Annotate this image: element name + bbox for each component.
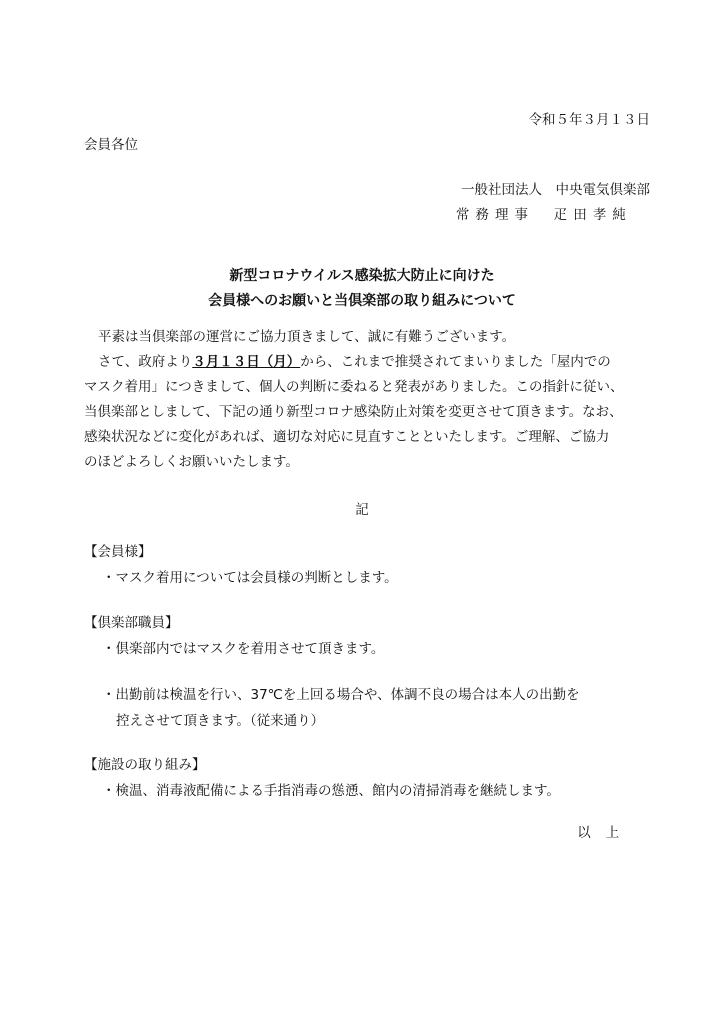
section-heading-facility: 【施設の取り組み】 bbox=[84, 757, 206, 773]
sender-officer: 常務理事 疋田孝純 bbox=[455, 207, 632, 223]
title-line-2: 会員様へのお願いと当倶楽部の取り組みについて bbox=[208, 293, 516, 309]
body-line-2: さて、政府より３月１３日（月）から、これまで推奨されてまいりました「屋内での bbox=[98, 354, 611, 370]
body-line-1: 平素は当倶楽部の運営にご協力頂きまして、誠に有難うございます。 bbox=[98, 329, 516, 345]
list-item: ・出勤前は検温を行い、37℃を上回る場合や、体調不良の場合は本人の出勤を bbox=[102, 687, 580, 703]
list-item-continuation: 控えさせて頂きます。（従来通り） bbox=[116, 713, 325, 729]
list-item: ・検温、消毒液配備による手指消毒の慫慂、館内の清掃消毒を継続します。 bbox=[102, 783, 560, 799]
emphasized-date: ３月１３日（月） bbox=[192, 354, 301, 370]
section-heading-staff: 【倶楽部職員】 bbox=[84, 615, 179, 631]
body-line-4: 当倶楽部としまして、下記の通り新型コロナ感染防止対策を変更させて頂きます。なお、 bbox=[84, 404, 623, 420]
sender-organization: 一般社団法人 中央電気倶楽部 bbox=[461, 182, 650, 198]
list-item: ・倶楽部内ではマスクを着用させて頂きます。 bbox=[102, 641, 385, 657]
ki-marker: 記 bbox=[355, 502, 369, 518]
list-item: ・マスク着用については会員様の判断とします。 bbox=[102, 570, 398, 586]
document-date: 令和５年３月１３日 bbox=[528, 112, 650, 128]
body-paragraphs bbox=[84, 325, 654, 475]
body-line-3: マスク着用」につきまして、個人の判断に委ねると発表がありました。この指針に従い、 bbox=[84, 379, 624, 395]
closing-mark: 以上 bbox=[577, 825, 634, 841]
section-heading-members: 【会員様】 bbox=[84, 544, 152, 560]
body-line-5: 感染状況などに変化があれば、適切な対応に見直すことといたします。ご理解、ご協力 bbox=[84, 429, 610, 445]
body-line-6: のほどよろしくお願いいたします。 bbox=[84, 454, 299, 470]
title-line-1: 新型コロナウイルス感染拡大防止に向けた bbox=[229, 268, 495, 284]
addressee: 会員各位 bbox=[84, 137, 138, 153]
